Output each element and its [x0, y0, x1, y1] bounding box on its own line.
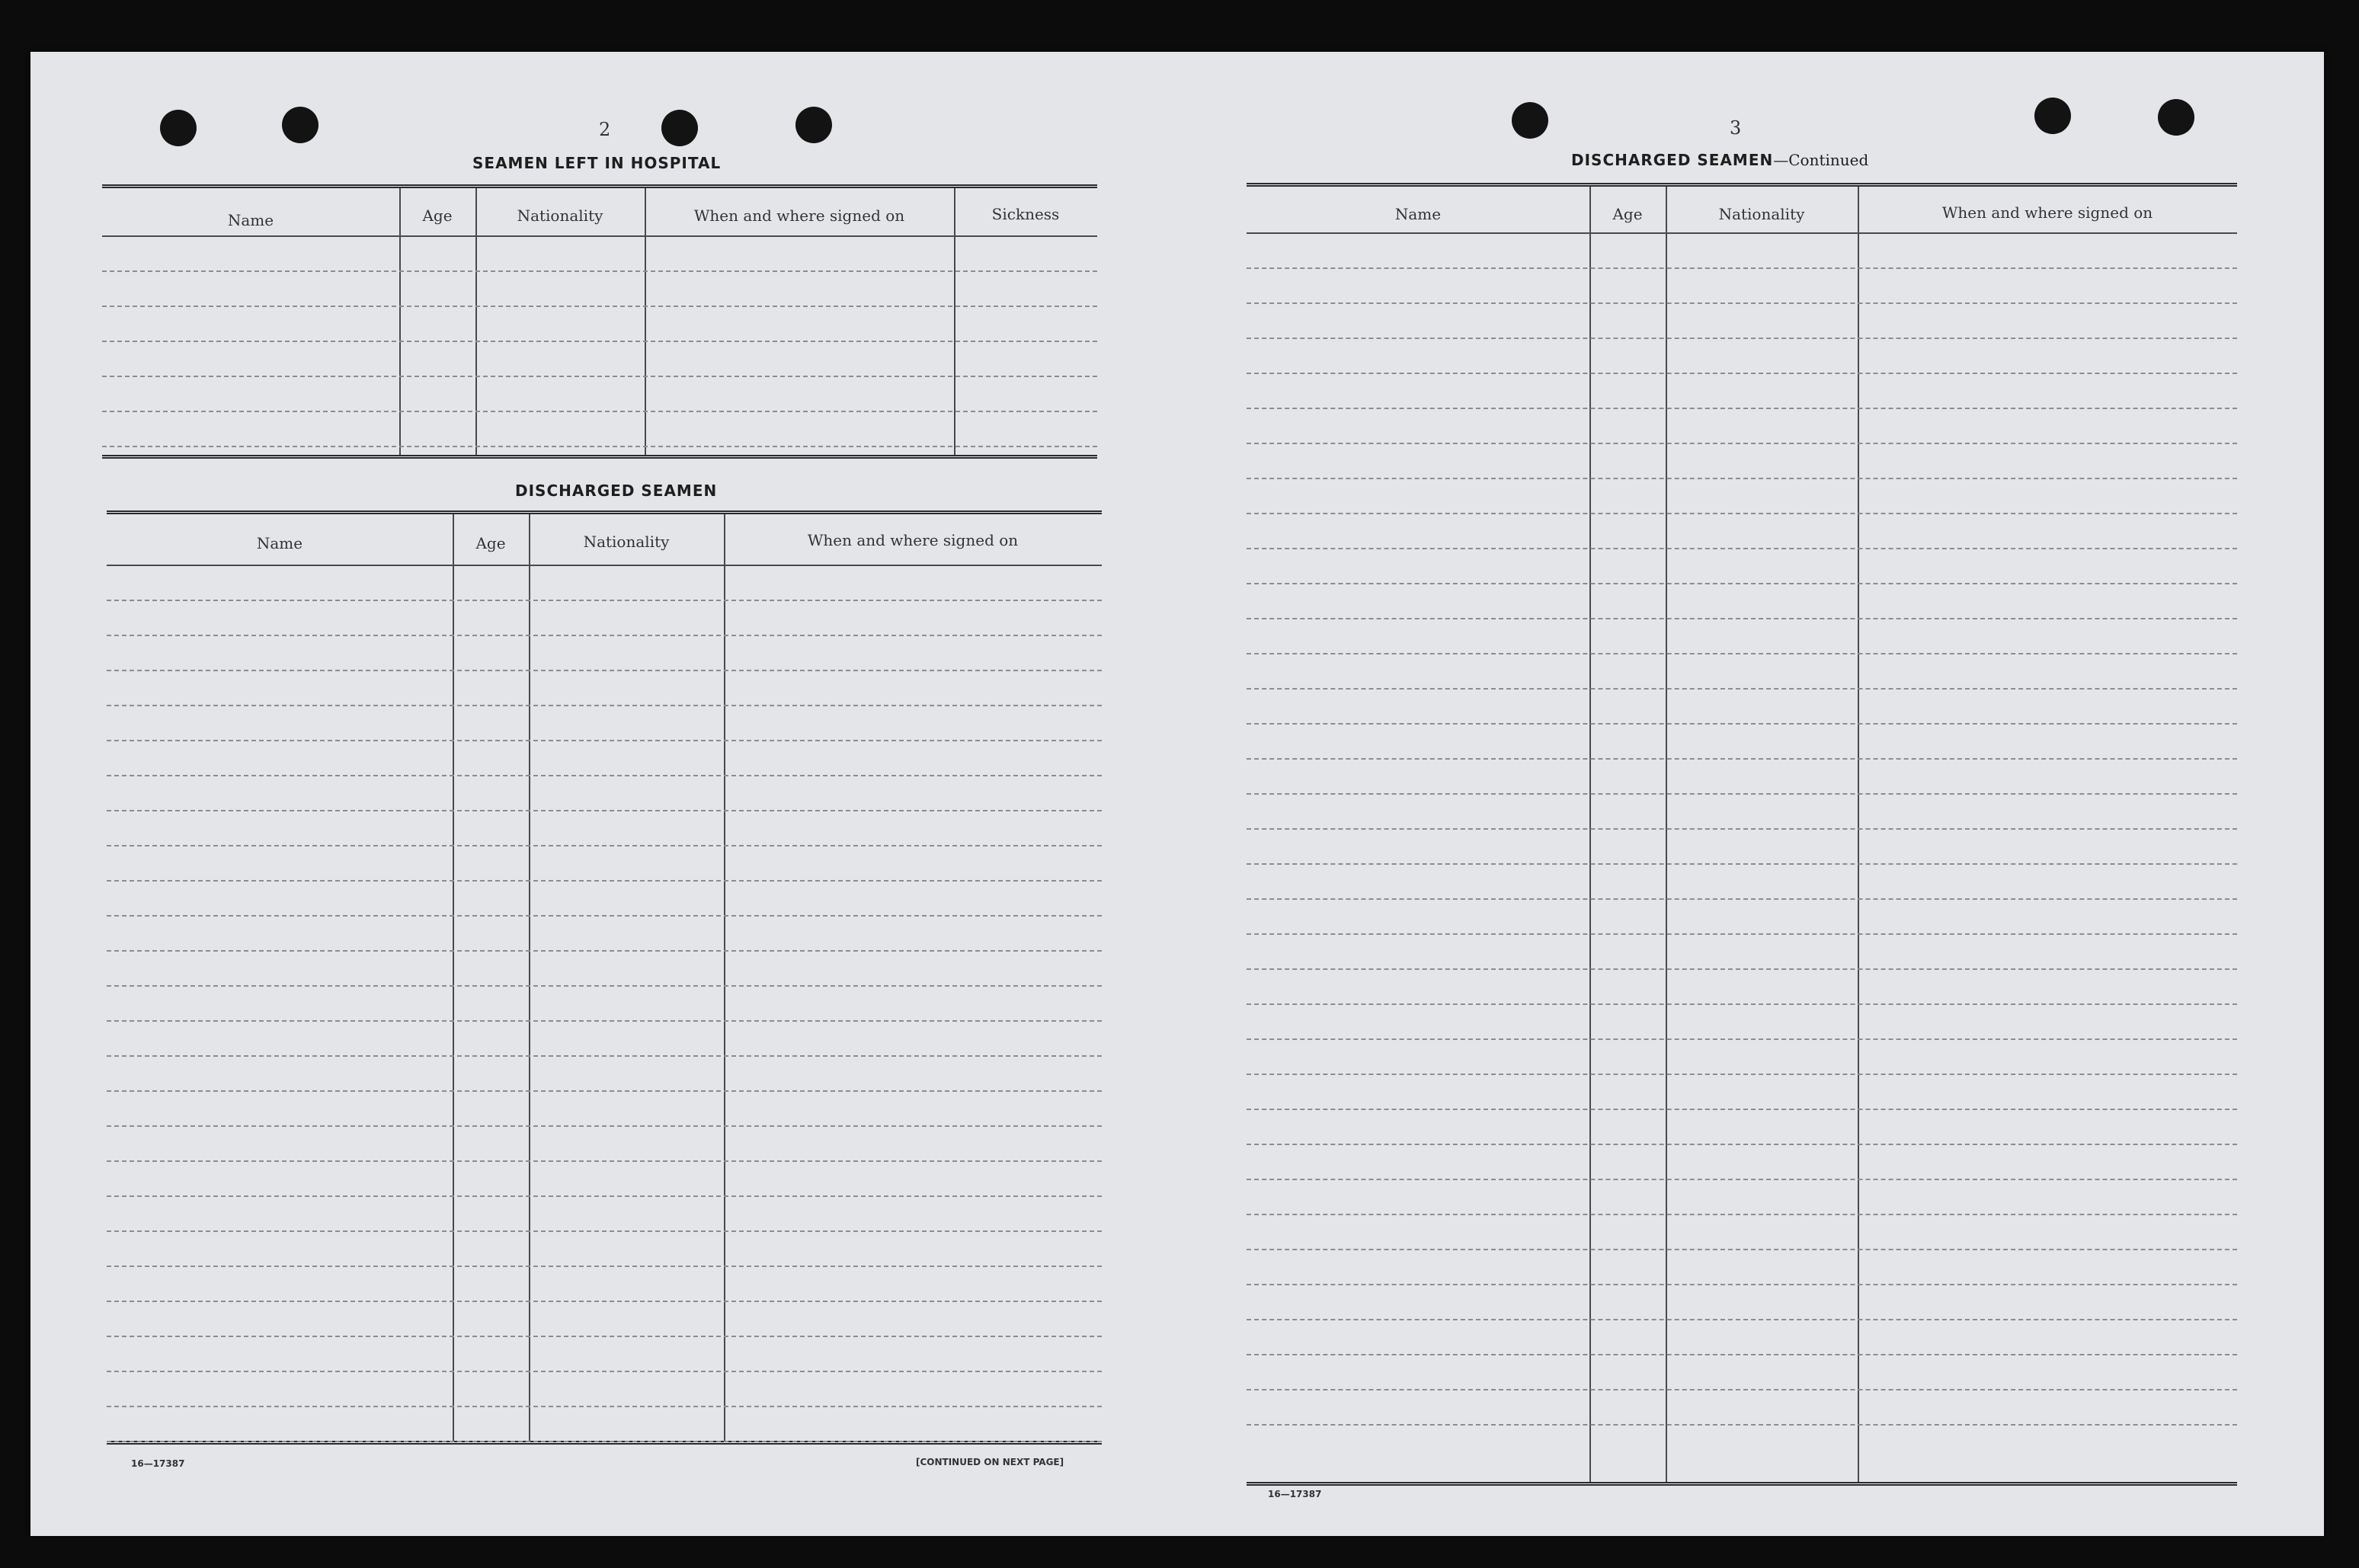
table-row — [1247, 723, 2237, 725]
table-row — [107, 1266, 1102, 1267]
table-row — [1247, 373, 2237, 374]
table-row — [1247, 898, 2237, 900]
form-number-left: 16—17387 — [131, 1458, 185, 1469]
punch-hole — [2034, 98, 2071, 134]
table-row — [107, 1230, 1102, 1232]
continued-on-next-page-note: [CONTINUED ON NEXT PAGE] — [916, 1457, 1064, 1467]
table-row — [1247, 863, 2237, 865]
table-row — [1247, 338, 2237, 339]
table-seamen-left-in-hospital — [102, 184, 1097, 459]
table-row — [1247, 513, 2237, 514]
table-row — [107, 635, 1102, 636]
table-row — [107, 600, 1102, 601]
column-header-sickness: Sickness — [991, 205, 1060, 223]
table-row — [102, 411, 1097, 412]
table-row — [107, 915, 1102, 917]
table-row — [1247, 1003, 2237, 1005]
table-row — [107, 670, 1102, 671]
table-row — [107, 950, 1102, 952]
column-header-nationality: Nationality — [583, 533, 670, 551]
table-row — [1247, 828, 2237, 830]
section-title-seamen-left-in-hospital: SEAMEN LEFT IN HOSPITAL — [472, 154, 722, 172]
table-row — [107, 1055, 1102, 1057]
table-row — [1247, 618, 2237, 619]
table-row — [102, 341, 1097, 342]
section-title-discharged-seamen-continued — [1571, 151, 1868, 169]
column-header-age: Age — [422, 206, 453, 225]
table-row — [107, 1195, 1102, 1197]
table-row — [107, 810, 1102, 811]
table-row — [1247, 408, 2237, 409]
table-row — [1247, 1074, 2237, 1075]
table-row — [1247, 1249, 2237, 1250]
table-row — [1247, 688, 2237, 690]
table-row — [107, 705, 1102, 706]
form-number-right: 16—17387 — [1268, 1489, 1322, 1499]
table-row — [107, 1160, 1102, 1162]
table-row — [107, 1301, 1102, 1302]
table-row — [1247, 653, 2237, 654]
table-row — [1247, 1144, 2237, 1145]
punch-hole — [2158, 99, 2194, 136]
column-header-nationality: Nationality — [1718, 205, 1805, 223]
punch-hole — [661, 110, 698, 146]
table-row — [1247, 1424, 2237, 1426]
table-row — [102, 270, 1097, 272]
column-header-name: Name — [227, 211, 274, 229]
punch-hole — [282, 107, 318, 143]
table-row — [107, 1336, 1102, 1337]
table-row — [107, 845, 1102, 846]
table-discharged-seamen — [107, 510, 1102, 1445]
table-row — [1247, 1038, 2237, 1040]
punch-hole — [1512, 102, 1548, 139]
section-title-suffix: —Continued — [1773, 151, 1869, 169]
table-row — [107, 775, 1102, 776]
column-header-when-where-signed-on: When and where signed on — [1941, 203, 2153, 222]
column-header-age: Age — [475, 534, 506, 552]
table-row — [1247, 1109, 2237, 1110]
table-discharged-seamen-continued — [1247, 183, 2237, 1486]
table-row — [102, 446, 1097, 447]
column-header-age: Age — [1612, 205, 1643, 223]
table-row — [1247, 478, 2237, 479]
table-row — [107, 1125, 1102, 1127]
table-row — [1247, 933, 2237, 935]
table-row — [1247, 1284, 2237, 1285]
table-row — [1247, 1389, 2237, 1390]
punch-hole — [160, 110, 197, 146]
table-row — [1247, 583, 2237, 584]
table-row — [1247, 443, 2237, 444]
table-row — [1247, 548, 2237, 549]
section-title-discharged-seamen: DISCHARGED SEAMEN — [515, 482, 718, 500]
table-row — [107, 1020, 1102, 1022]
table-row — [1247, 968, 2237, 970]
table-row — [1247, 302, 2237, 304]
scanned-form-sheet — [30, 52, 2324, 1536]
table-row — [107, 1371, 1102, 1372]
column-header-name: Name — [1394, 205, 1442, 223]
table-row — [1247, 758, 2237, 760]
table-row — [1247, 1319, 2237, 1320]
column-header-nationality: Nationality — [517, 206, 603, 225]
table-row — [107, 1441, 1102, 1442]
table-row — [1247, 267, 2237, 269]
table-row — [1247, 1354, 2237, 1355]
table-row — [102, 376, 1097, 377]
punch-hole — [795, 107, 832, 143]
column-header-when-where-signed-on: When and where signed on — [693, 206, 905, 225]
table-row — [107, 1090, 1102, 1092]
section-title-text: DISCHARGED SEAMEN — [1571, 151, 1774, 169]
table-row — [1247, 1214, 2237, 1215]
page-number-right: 3 — [1730, 117, 1742, 139]
table-row — [107, 1406, 1102, 1407]
table-row — [107, 740, 1102, 741]
table-row — [1247, 793, 2237, 795]
table-row — [107, 880, 1102, 882]
column-header-name: Name — [256, 534, 303, 552]
table-row — [102, 306, 1097, 307]
column-header-when-where-signed-on: When and where signed on — [807, 531, 1019, 549]
table-row — [1247, 1179, 2237, 1180]
table-row — [107, 985, 1102, 987]
page-number-left: 2 — [599, 119, 611, 140]
